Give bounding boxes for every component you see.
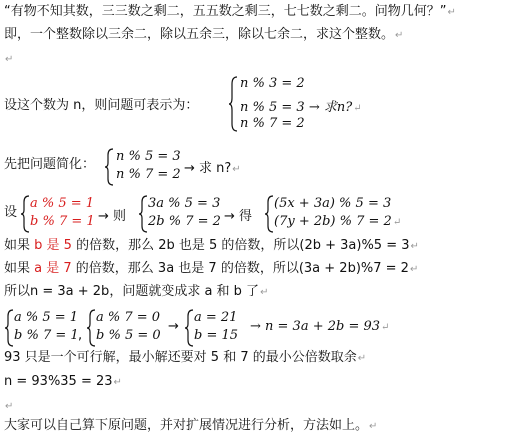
setup-eq-1: n % 3 = 2 (240, 76, 305, 91)
solve-a-mod5: a % 5 = 1 (14, 310, 79, 325)
closing-line-1: 93 只是一个可行解，最小解还要对 5 和 7 的最小公倍数取余↵ (4, 350, 367, 365)
simplify-eq-2: n % 7 = 2 (116, 167, 181, 182)
solve-a-mod7: a % 7 = 0 (96, 310, 161, 325)
paragraph-mark: ↵ (409, 264, 419, 275)
solve-a-value: a = 21 (194, 310, 238, 325)
brace-icon (86, 309, 96, 347)
paragraph-mark: ↵ (357, 353, 367, 364)
reason-line-2: 如果 a 是 7 的倍数，那么 3a 也是 7 的倍数，所以(3a + 2b)%7 = 2↵ (4, 261, 419, 276)
paragraph-mark: ↵ (113, 377, 122, 388)
paragraph-mark: ↵ (260, 287, 269, 298)
brace-icon (264, 195, 274, 233)
derive-b-eq: b % 7 = 1 (30, 214, 95, 229)
derive-a-eq: a % 5 = 1 (30, 196, 95, 211)
derive-result-eq-1: (5x + 3a) % 5 = 3 (274, 196, 392, 211)
simplify-text: 先把问题简化： (4, 157, 96, 172)
solve-system (4, 308, 504, 348)
derive-result-eq-2: (7y + 2b) % 7 = 2↵ (274, 214, 402, 229)
paragraph-mark: ↵ (392, 217, 402, 228)
setup-system (228, 74, 378, 136)
paragraph-mark: ↵ (353, 103, 362, 114)
brace-icon (228, 76, 238, 132)
brace-icon (138, 195, 148, 233)
simplify-system (104, 147, 304, 187)
paragraph-mark: ↵ (369, 421, 378, 432)
paragraph-mark: ↵ (447, 7, 456, 18)
solve-b-value: b = 15 (194, 328, 239, 343)
paragraph-mark: ↵ (232, 164, 241, 175)
brace-icon (104, 148, 114, 186)
paragraph-mark: ↵ (381, 322, 390, 333)
solve-sep: , (78, 328, 83, 343)
brace-icon (20, 195, 30, 233)
setup-eq-2: n % 5 = 3 → 求n?↵ (240, 100, 362, 115)
intro-line-2: 即，一个整数除以三余二，除以五余三，除以七余二，求这个整数。↵ (4, 27, 404, 42)
brace-icon (184, 309, 194, 347)
empty-paragraph (4, 50, 13, 69)
derive-prefix: 设 (4, 205, 18, 220)
paragraph-mark: ↵ (5, 54, 14, 65)
closing-line-3: 大家可以自己算下原问题，并对扩展情况进行分析，方法如上。↵ (4, 418, 378, 433)
derive-get: → 得 (224, 209, 253, 224)
empty-paragraph (4, 397, 13, 416)
setup-eq-3: n % 7 = 2 (240, 116, 305, 131)
setup-text: 设这个数为 n，则问题可表示为： (4, 98, 199, 113)
simplify-eq-1: n % 5 = 3 (116, 149, 181, 164)
derive-2b-eq: 2b % 7 = 2 (148, 214, 221, 229)
paragraph-mark: ↵ (410, 241, 419, 252)
solve-arrow: → (168, 319, 179, 334)
brace-icon (4, 309, 14, 347)
paragraph-mark: ↵ (5, 401, 14, 412)
reason-line-3: 所以n = 3a + 2b，问题就变成求 a 和 b 了↵ (4, 284, 269, 299)
solve-b-mod5: b % 5 = 0 (96, 328, 161, 343)
derive-3a-eq: 3a % 5 = 3 (148, 196, 221, 211)
derive-then: → 则 (98, 209, 127, 224)
reason-line-1: 如果 b 是 5 的倍数，那么 2b 也是 5 的倍数，所以(2b + 3a)%5 = 3↵ (4, 238, 419, 253)
derive-system (20, 194, 520, 234)
intro-line-1: “有物不知其数，三三数之剩二，五五数之剩三，七七数之剩二。问物几何？”↵ (4, 4, 456, 19)
simplify-tail: → 求 n?↵ (184, 161, 241, 176)
solve-result: → n = 3a + 2b = 93↵ (250, 319, 390, 334)
solve-b-mod7: b % 7 = 1 (14, 328, 79, 343)
paragraph-mark: ↵ (395, 30, 404, 41)
closing-line-2: n = 93%35 = 23↵ (4, 374, 122, 389)
